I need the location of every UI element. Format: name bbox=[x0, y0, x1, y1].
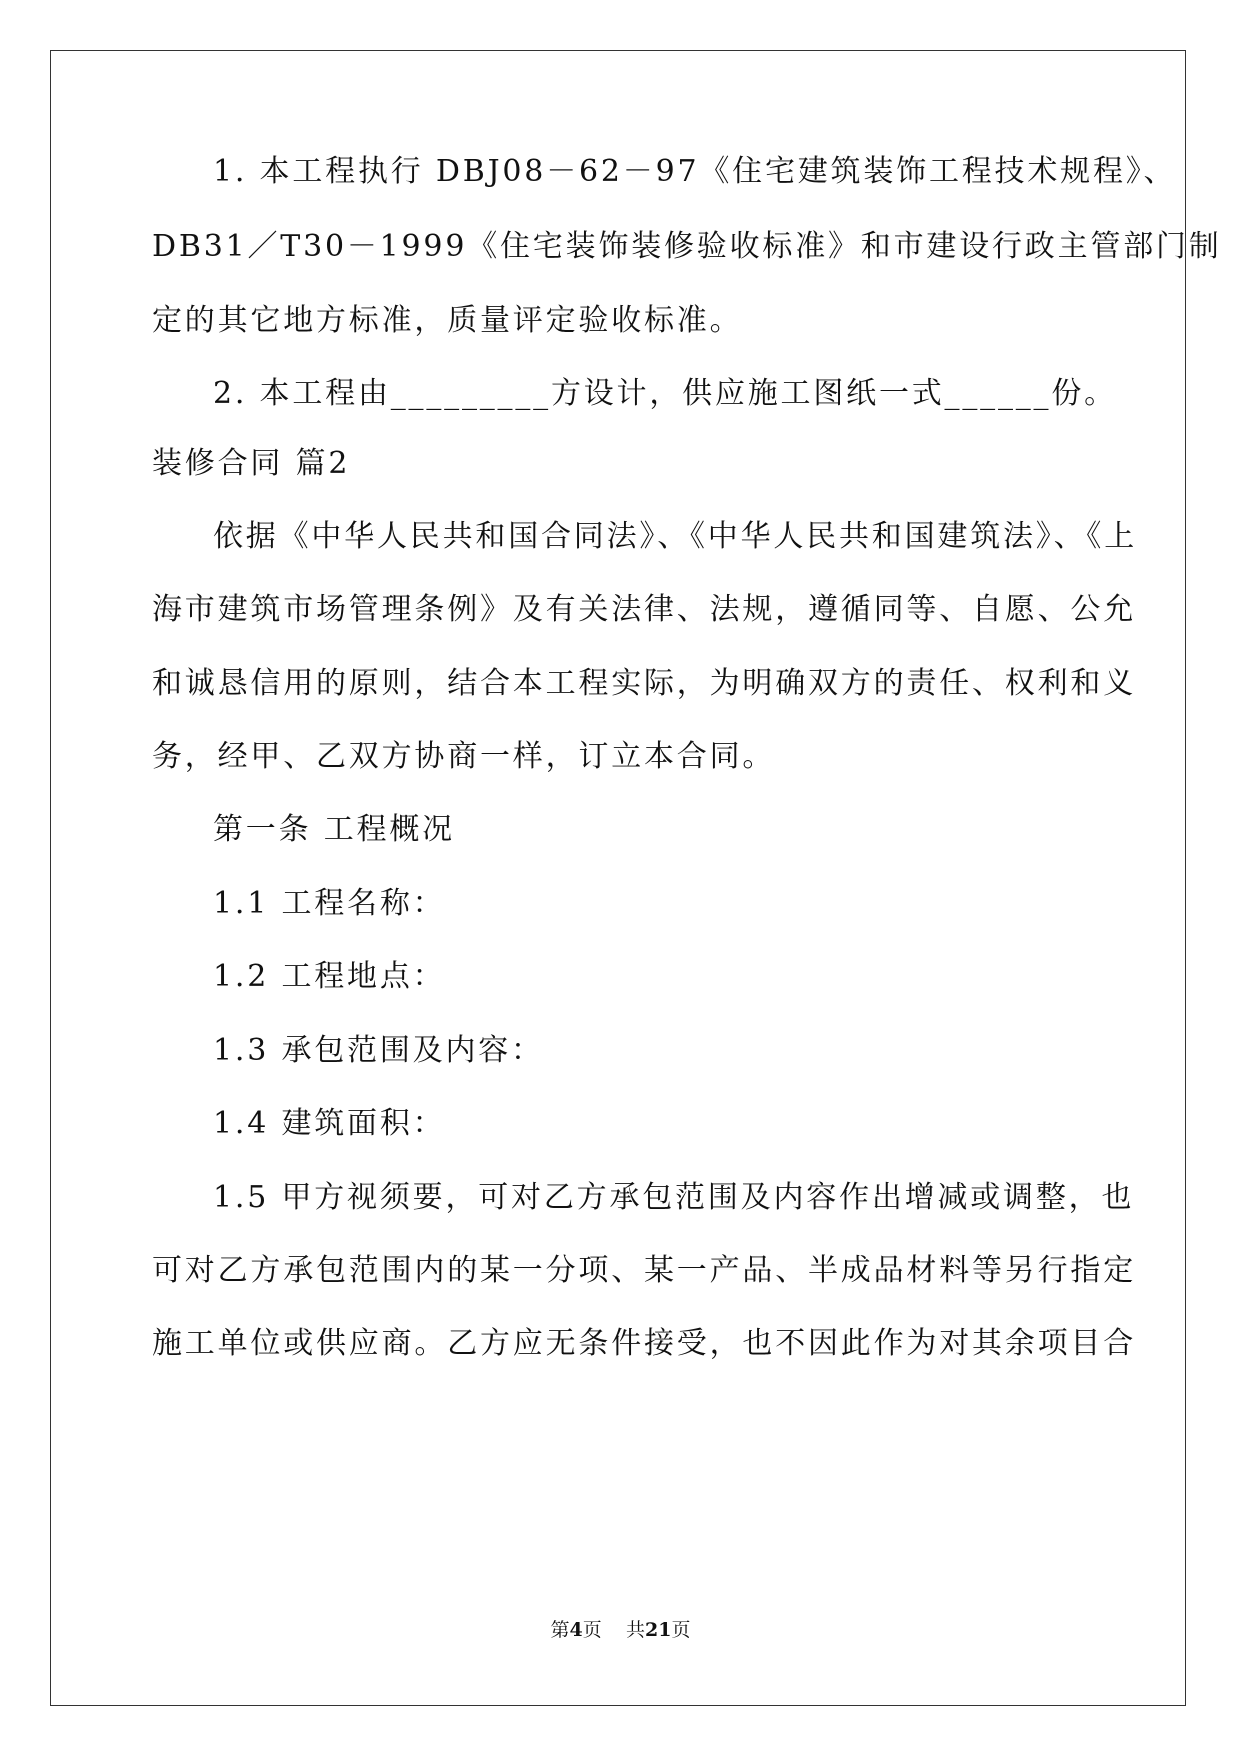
paragraph-line: DB31／T30－1999《住宅装饰装修验收标准》和市建设行政主管部门制 bbox=[152, 229, 1222, 264]
paragraph-line: 依据《中华人民共和国合同法》、《中华人民共和国建筑法》、《上 bbox=[213, 519, 1137, 554]
total-pages: 21 bbox=[644, 1619, 672, 1641]
page-prefix: 第 bbox=[550, 1619, 570, 1641]
paragraph-line: 1. 本工程执行 DBJ08－62－97《住宅建筑装饰工程技术规程》、 bbox=[213, 154, 1177, 189]
paragraph-line: 定的其它地方标准，质量评定验收标准。 bbox=[152, 303, 743, 338]
section-heading: 装修合同 篇2 bbox=[152, 446, 351, 481]
page-border bbox=[50, 50, 1186, 1706]
paragraph-line: 2. 本工程由_________方设计，供应施工图纸一式______份。 bbox=[213, 376, 1117, 411]
list-item: 1.3 承包范围及内容： bbox=[213, 1033, 544, 1068]
paragraph-line: 和诚恳信用的原则，结合本工程实际，为明确双方的责任、权利和义 bbox=[152, 666, 1136, 701]
list-item: 1.1 工程名称： bbox=[213, 886, 446, 921]
paragraph-line: 1.5 甲方视须要，可对乙方承包范围及内容作出增减或调整，也 bbox=[213, 1180, 1135, 1215]
total-prefix: 共 bbox=[625, 1619, 645, 1641]
list-item: 1.4 建筑面积： bbox=[213, 1106, 446, 1141]
paragraph-line: 务，经甲、乙双方协商一样，订立本合同。 bbox=[152, 739, 776, 774]
page-unit: 页 bbox=[582, 1619, 602, 1641]
list-item: 1.2 工程地点： bbox=[213, 959, 446, 994]
paragraph-line: 海市建筑市场管理条例》及有关法律、法规，遵循同等、自愿、公允 bbox=[152, 592, 1136, 627]
page-number: 4 bbox=[569, 1619, 583, 1641]
total-unit: 页 bbox=[671, 1619, 691, 1641]
paragraph-line: 可对乙方承包范围内的某一分项、某一产品、半成品材料等另行指定 bbox=[152, 1253, 1136, 1288]
article-heading: 第一条 工程概况 bbox=[213, 812, 455, 847]
page-footer bbox=[0, 1618, 1241, 1642]
paragraph-line: 施工单位或供应商。乙方应无条件接受，也不因此作为对其余项目合 bbox=[152, 1326, 1136, 1361]
